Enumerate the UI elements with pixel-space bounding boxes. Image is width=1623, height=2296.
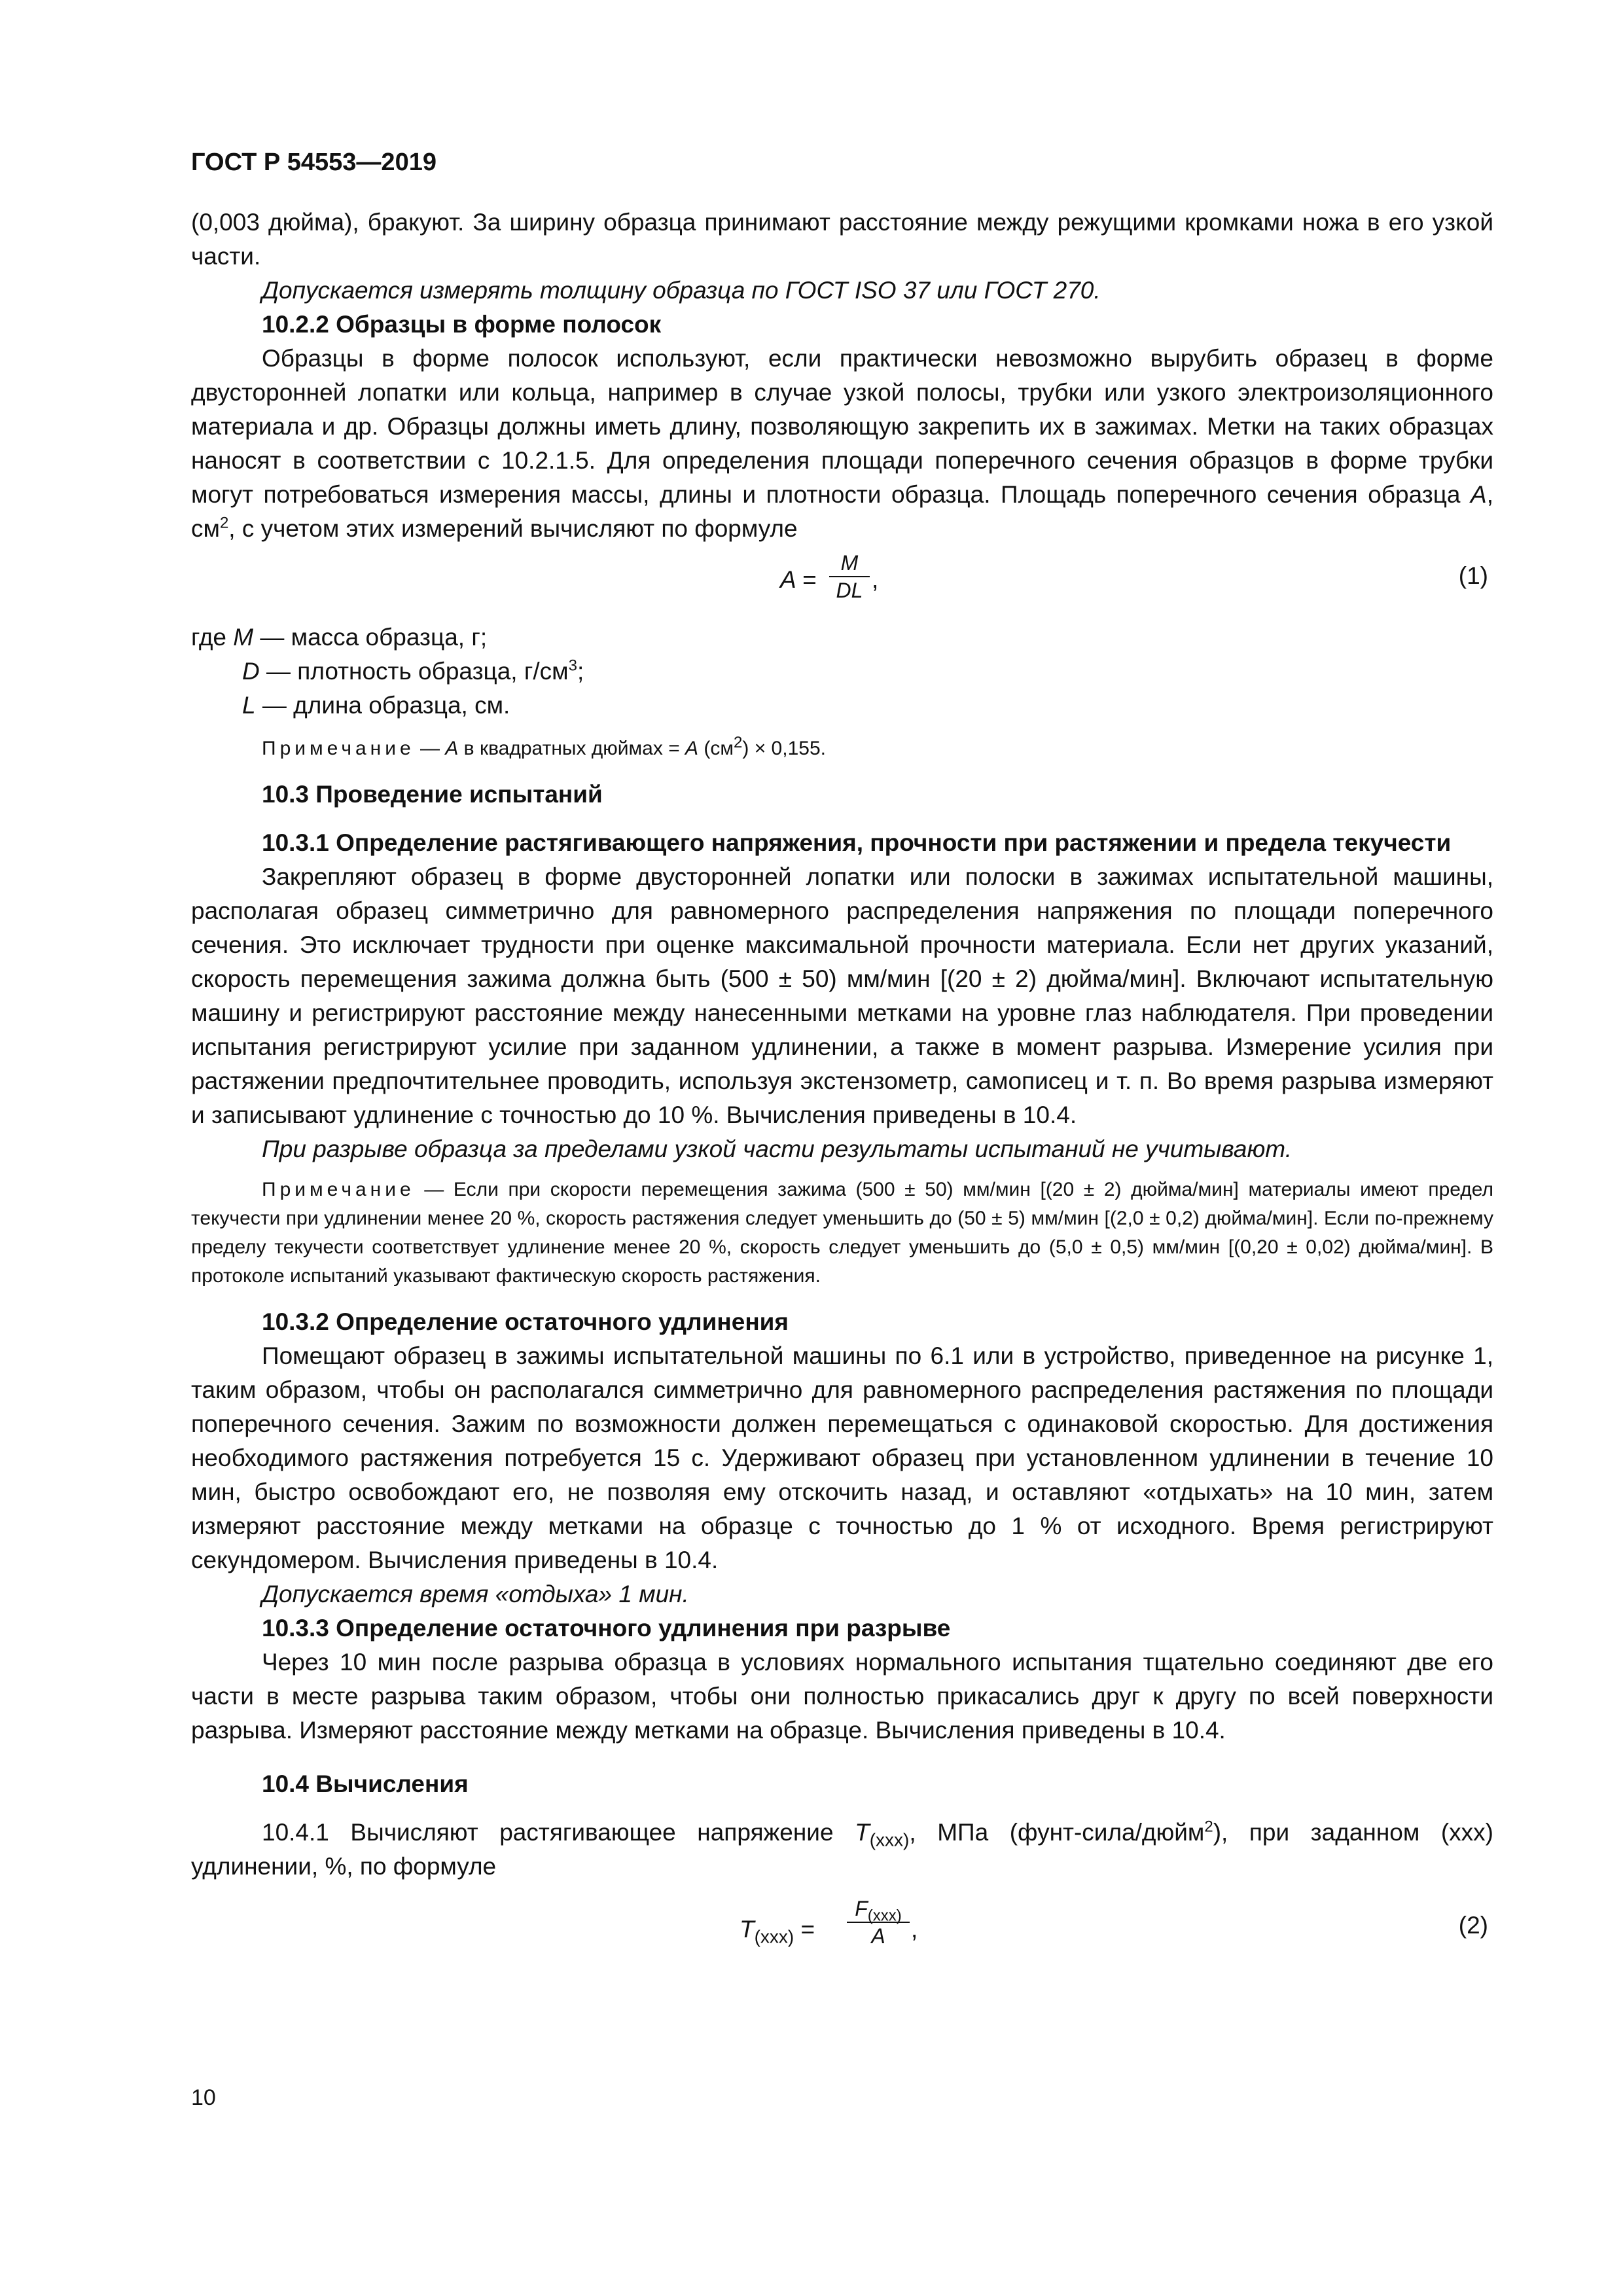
italic-paragraph: Допускается измерять толщину образца по ГОСТ ISO 37 или ГОСТ 270. (262, 277, 1101, 304)
section-heading-10-2-2: 10.2.2 Образцы в форме полосок (262, 311, 662, 338)
formula-2: $T_{(xxx)}$ = $F_{(xxx)}$ A , (2) (740, 1897, 1488, 1948)
formula-1: A = $\frac{M}{DL}$ , (1) (780, 551, 1488, 602)
formula-lhs: A = (780, 566, 817, 593)
section-heading-10-4: 10.4 Вычисления (262, 1770, 469, 1797)
section-heading-10-3-3: 10.3.3 Определение остаточного удлинения при разрыве (262, 1615, 951, 1641)
formula-lhs: $T_{(xxx)}$ = (740, 1916, 815, 1947)
page-number: 10 (191, 2085, 216, 2110)
formula-fraction (829, 550, 870, 603)
note-2: Примечание — Если при скорости перемещения зажима (500 ± 50) мм/мин [(20 ± 2) дюйма/мин] материалы имеют предел текучести при удлинении менее 20 %, скорость растяжения следует уменьшить до (50 ± 5) мм/мин [(2,0 ± 0,2) дюйма/мин]. Если по-прежнему пределу текучести соответствует удлинение менее 20 %, скорость следует уменьшить до (5,0 ± 0,5) мм/мин [(0,20 ± 0,02) дюйма/мин]. В протоколе испытаний указывают фактическую скорость растяжения. (191, 1179, 1493, 1287)
legend-row-m: где M — масса образца, г; (191, 624, 488, 651)
italic-paragraph: Допускается время «отдыха» 1 мин. (262, 1581, 689, 1607)
section-heading-10-3-2: 10.3.2 Определение остаточного удлинения (262, 1308, 789, 1335)
formula-numerator: $F_{(xxx)}$ (847, 1895, 910, 1923)
legend-row-d: D — плотность образца, $г/см^3$; (242, 656, 584, 685)
equation-number: (2) (1458, 1912, 1488, 1939)
formula-denominator: DL (836, 579, 863, 602)
italic-paragraph: При разрыве образца за пределами узкой части результаты испытаний не учитывают. (262, 1136, 1292, 1162)
formula-fraction (847, 1895, 910, 1949)
legend-row-l: L — длина образца, см. (242, 692, 510, 719)
note-1: Примечание — A в квадратных дюймах = A $(см^2) \times 0,155$. (262, 734, 826, 759)
formula-numerator: M (829, 550, 870, 577)
paragraph-tensile: Закрепляют образец в форме двусторонней лопатки или полоски в зажимах испытательной машины, располагая образец симметрично для равномерного распределения напряжения по площади поперечного сечения. Это исключает трудности при оценке максимальной прочности материала. Если нет других указаний, скорость перемещения зажима должна быть (500 ± 50) мм/мин [(20 ± 2) дюйма/мин]. Включают испытательную машину и регистрируют расстояние между нанесенными метками на уровне глаз наблюдателя. При проведении испытания регистрируют усилие при заданном удлинении, а также в момент разрыва. Измерение усилия при растяжении предпочтительнее проводить, используя экстензометр, самописец и т. п. Во время разрыва измеряют и записывают удлинение с точностью до 10 %. Вычисления приведены в 10.4. (191, 863, 1493, 1128)
equation-number: (1) (1458, 562, 1488, 589)
formula-denominator: A (871, 1924, 885, 1948)
paragraph-calc: 10.4.1 Вычисляют растягивающее напряжение $T_{(xxx)}$, МПа (фунт-сила/дюйм$^2$), при заданном (xxx) удлинении, %, по формуле (191, 1818, 1493, 1880)
paragraph-strips: Образцы в форме полосок используют, если практически невозможно вырубить образец в форме двусторонней лопатки или кольца, например в случае узкой полосы, трубки или узкого электроизоляционного материала и др. Образцы должны иметь длину, позволяющую закрепить их в зажимах. Метки на таких образцах наносят в соответствии с 10.2.1.5. Для определения площади поперечного сечения образцов в форме трубки могут потребоваться измерения массы, длины и плотности образца. Площадь поперечного сечения образца A, $см^2$, с учетом этих измерений вычисляют по формуле (191, 345, 1493, 542)
variable-legend (191, 620, 1493, 723)
paragraph-break: Через 10 мин после разрыва образца в условиях нормального испытания тщательно соединяют две его части в месте разрыва таким образом, чтобы они полностью прикасались друг к другу по всей поверхности разрыва. Измеряют расстояние между метками на образце. Вычисления приведены в 10.4. (191, 1649, 1493, 1744)
paragraph-residual: Помещают образец в зажимы испытательной машины по 6.1 или в устройство, приведенное на рисунке 1, таким образом, чтобы он располагался симметрично для равномерного распределения растяжения по площади поперечного сечения. Зажим по возможности должен перемещаться с одинаковой скоростью. Для достижения необходимого растяжения потребуется 15 с. Удерживают образец при установленном удлинении в течение 10 мин, быстро освобождают его, не позволяя ему отскочить назад, и оставляют «отдыхать» на 10 мин, затем измеряют расстояние между метками на образце с точностью до 1 % от исходного. Время регистрируют секундомером. Вычисления приведены в 10.4. (191, 1342, 1493, 1573)
document-header: ГОСТ Р 54553—2019 (191, 149, 437, 176)
document-page (191, 145, 1493, 1969)
paragraph: (0,003 дюйма), бракуют. За ширину образца принимают расстояние между режущими кромками ножа в его узкой части. (191, 209, 1493, 270)
section-heading-10-3-1: 10.3.1 Определение растягивающего напряжения, прочности при растяжении и предела текучести (262, 829, 1452, 856)
section-heading-10-3: 10.3 Проведение испытаний (262, 781, 603, 808)
